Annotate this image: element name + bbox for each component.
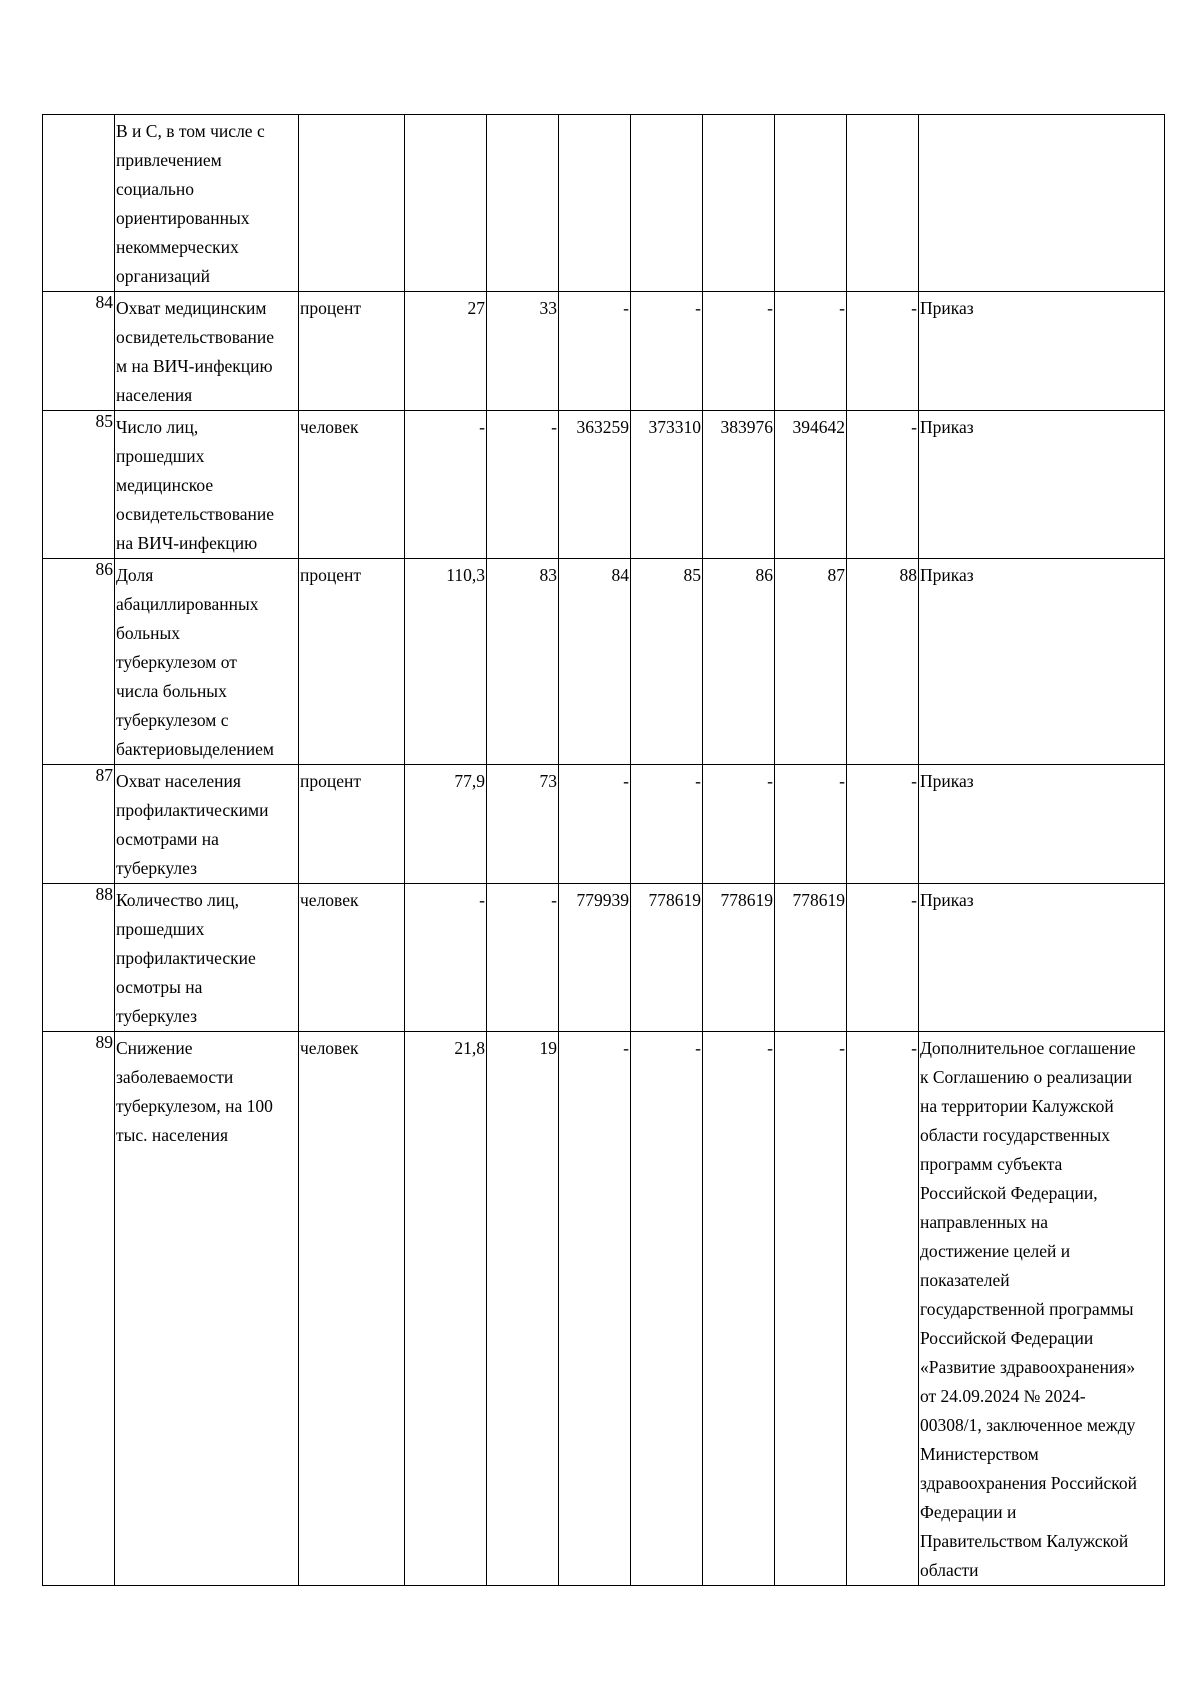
value-2: 73 [487,765,559,884]
value-6: 87 [775,559,847,765]
value-3: 363259 [559,411,631,559]
row-number [43,115,115,292]
value-2: 33 [487,292,559,411]
value-4 [631,115,703,292]
indicator-name: В и С, в том числе с привлечением социально ориентированных некоммерческих организаций [115,115,299,292]
indicator-name: Число лиц, прошедших медицинское освидетельствование на ВИЧ-инфекцию [115,411,299,559]
value-3: 779939 [559,884,631,1032]
value-1: 110,3 [405,559,487,765]
value-1: - [405,884,487,1032]
value-2: 83 [487,559,559,765]
source-document: Дополнительное соглашение к Соглашению о реализации на территории Калужской области государственных программ субъекта Российской Федерации, направленных на достижение целей и показателей государственной программы Российской Федерации «Развитие здравоохранения» от 24.09.2024 № 2024- 00308/1, заключенное между Министерством здравоохранения Российской Федерации и Правительством Калужской области [919,1032,1165,1586]
value-2: 19 [487,1032,559,1586]
value-5: - [703,765,775,884]
unit: процент [299,292,405,411]
row-number: 89 [43,1032,115,1586]
indicator-name: Охват медицинским освидетельствование м на ВИЧ-инфекцию населения [115,292,299,411]
indicator-name: Количество лиц, прошедших профилактические осмотры на туберкулез [115,884,299,1032]
value-3: 84 [559,559,631,765]
indicators-table [42,114,1165,1586]
unit [299,115,405,292]
row-number: 84 [43,292,115,411]
value-2: - [487,884,559,1032]
value-3: - [559,292,631,411]
value-3 [559,115,631,292]
unit: процент [299,559,405,765]
table-row [43,292,1165,411]
value-6: 394642 [775,411,847,559]
source-document: Приказ [919,292,1165,411]
value-1: 77,9 [405,765,487,884]
value-2: - [487,411,559,559]
value-6 [775,115,847,292]
row-number: 85 [43,411,115,559]
value-4: - [631,765,703,884]
source-document: Приказ [919,411,1165,559]
row-number: 88 [43,884,115,1032]
table-row [43,884,1165,1032]
value-7: - [847,1032,919,1586]
value-4: 373310 [631,411,703,559]
value-5 [703,115,775,292]
value-6: 778619 [775,884,847,1032]
value-6: - [775,1032,847,1586]
indicator-name: Снижение заболеваемости туберкулезом, на 100 тыс. населения [115,1032,299,1586]
source-document [919,115,1165,292]
source-document: Приказ [919,884,1165,1032]
value-6: - [775,765,847,884]
value-1: - [405,411,487,559]
value-4: 85 [631,559,703,765]
value-5: 383976 [703,411,775,559]
row-number: 86 [43,559,115,765]
value-5: - [703,1032,775,1586]
indicator-name: Доля абациллированных больных туберкулезом от числа больных туберкулезом с бактериовыделением [115,559,299,765]
unit: человек [299,411,405,559]
value-7: 88 [847,559,919,765]
source-document: Приказ [919,765,1165,884]
value-7: - [847,884,919,1032]
table-row [43,115,1165,292]
value-5: 778619 [703,884,775,1032]
row-number: 87 [43,765,115,884]
table-row [43,559,1165,765]
value-2 [487,115,559,292]
value-7: - [847,292,919,411]
indicator-name: Охват населения профилактическими осмотрами на туберкулез [115,765,299,884]
unit: процент [299,765,405,884]
value-1: 21,8 [405,1032,487,1586]
value-7: - [847,765,919,884]
table-row [43,411,1165,559]
value-3: - [559,765,631,884]
value-3: - [559,1032,631,1586]
value-7 [847,115,919,292]
value-5: - [703,292,775,411]
value-5: 86 [703,559,775,765]
value-4: 778619 [631,884,703,1032]
source-document: Приказ [919,559,1165,765]
table-row [43,765,1165,884]
value-4: - [631,1032,703,1586]
value-4: - [631,292,703,411]
value-6: - [775,292,847,411]
unit: человек [299,1032,405,1586]
value-7: - [847,411,919,559]
value-1 [405,115,487,292]
unit: человек [299,884,405,1032]
value-1: 27 [405,292,487,411]
table-row [43,1032,1165,1586]
